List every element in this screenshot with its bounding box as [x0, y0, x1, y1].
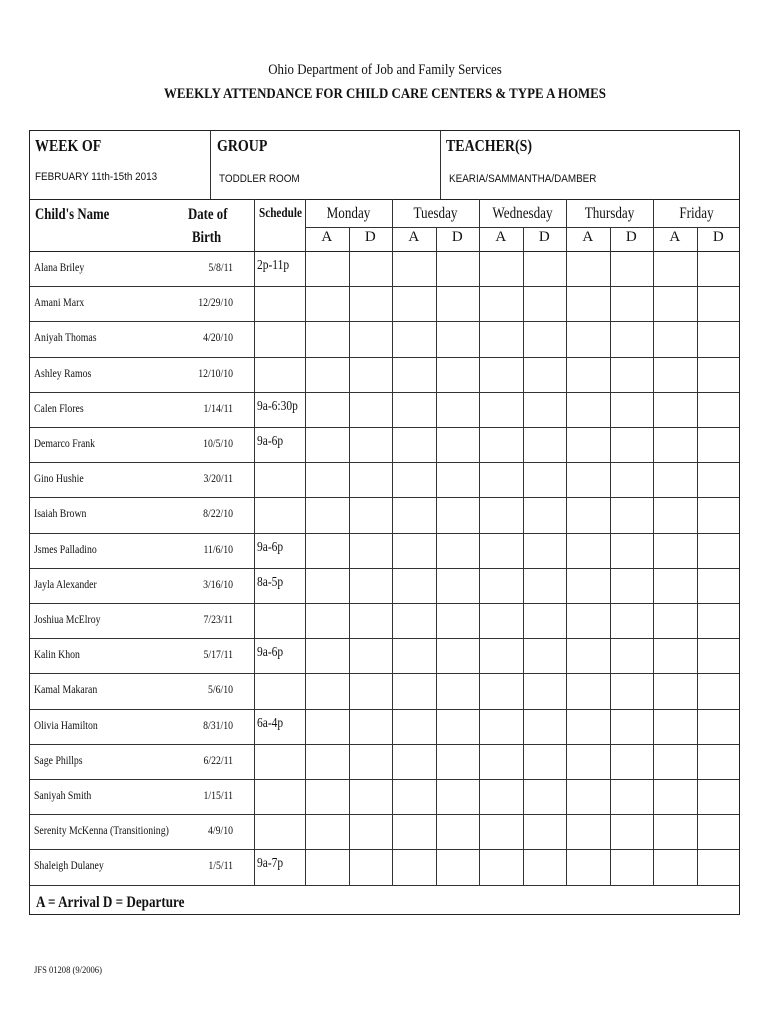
col-divider-ad-3 — [523, 227, 524, 885]
row-rule-7 — [30, 497, 739, 498]
row-rule-8 — [30, 533, 739, 534]
child-name: Sage Phillps — [34, 754, 83, 767]
departure-col-header-3: D — [538, 229, 550, 245]
child-schedule: 9a-6:30p — [257, 398, 298, 414]
row-rule-14 — [30, 744, 739, 745]
child-dob: 10/5/10 — [203, 438, 233, 450]
child-dob: 5/6/10 — [208, 684, 233, 697]
child-dob: 12/29/10 — [198, 297, 233, 310]
col-divider-schedule — [254, 199, 255, 885]
departure-col-header-4: D — [625, 229, 637, 245]
departure-col-header-2: D — [451, 229, 463, 245]
child-schedule: 6a-4p — [257, 715, 284, 731]
row-rule-10 — [30, 603, 739, 604]
child-name: Demarco Frank — [34, 438, 96, 450]
schedule-header: Schedule — [259, 206, 302, 221]
child-dob: 7/23/11 — [203, 614, 233, 626]
agency-name: Ohio Department of Job and Family Services — [268, 62, 502, 78]
child-dob: 1/14/11 — [203, 402, 233, 415]
child-dob: 4/20/10 — [203, 332, 233, 345]
day-header-3: Wednesday — [492, 205, 553, 222]
info-bottom-rule — [30, 199, 739, 200]
child-dob: 11/6/10 — [203, 543, 233, 556]
row-rule-5 — [30, 427, 739, 428]
child-dob: 8/31/10 — [203, 719, 233, 732]
arrival-col-header-1: A — [321, 229, 333, 245]
child-name: Joshiua McElroy — [34, 614, 101, 626]
child-dob: 12/10/10 — [198, 367, 233, 380]
row-rule-9 — [30, 568, 739, 569]
child-dob: 4/9/10 — [208, 825, 233, 838]
child-dob: 6/22/11 — [203, 754, 233, 767]
departure-col-header-5: D — [712, 229, 724, 245]
day-header-4: Thursday — [584, 205, 635, 222]
child-name: Olivia Hamilton — [34, 719, 98, 732]
row-rule-4 — [30, 392, 739, 393]
child-schedule: 9a-6p — [257, 539, 284, 555]
day-header-5: Friday — [679, 205, 714, 222]
row-rule-1 — [30, 286, 739, 287]
child-name: Aniyah Thomas — [34, 332, 97, 345]
child-name: Kamal Makaran — [34, 684, 98, 697]
childs-name-header: Child's Name — [35, 206, 110, 223]
child-dob: 3/20/11 — [203, 473, 233, 486]
arrival-col-header-2: A — [408, 229, 420, 245]
col-divider-day-1 — [305, 199, 306, 885]
child-name: Alana Briley — [34, 262, 85, 274]
col-divider-ad-2 — [436, 227, 437, 885]
child-name: Serenity McKenna (Transitioning) — [34, 825, 169, 838]
child-dob: 3/16/10 — [203, 578, 233, 591]
col-divider-day-4 — [566, 199, 567, 885]
teachers-value: KEARIA/SAMMANTHA/DAMBER — [449, 173, 597, 185]
child-schedule: 9a-7p — [257, 856, 284, 872]
child-schedule: 8a-5p — [257, 574, 284, 590]
child-dob: 5/8/11 — [208, 262, 233, 274]
child-name: Jayla Alexander — [34, 578, 97, 591]
week-of-value: FEBRUARY 11th-15th 2013 — [35, 171, 158, 183]
header-bottom-rule — [30, 251, 739, 252]
form-code: JFS 01208 (9/2006) — [34, 966, 102, 976]
col-divider-day-2 — [392, 199, 393, 885]
child-name: Gino Hushie — [34, 473, 84, 486]
child-name: Jsmes Palladino — [34, 543, 97, 556]
row-rule-15 — [30, 779, 739, 780]
row-rule-18 — [30, 885, 739, 886]
col-divider-day-3 — [479, 199, 480, 885]
col-divider-day-5 — [653, 199, 654, 885]
row-rule-12 — [30, 673, 739, 674]
legend: A = Arrival D = Departure — [36, 894, 185, 911]
row-rule-13 — [30, 709, 739, 710]
row-rule-2 — [30, 321, 739, 322]
group-value: TODDLER ROOM — [219, 173, 300, 185]
row-rule-11 — [30, 638, 739, 639]
child-dob: 1/5/11 — [208, 860, 233, 873]
col-divider-ad-5 — [697, 227, 698, 885]
row-rule-6 — [30, 462, 739, 463]
day-header-1: Monday — [326, 205, 371, 222]
arrival-col-header-3: A — [495, 229, 507, 245]
attendance-sheet — [29, 130, 740, 915]
group-label: GROUP — [217, 136, 268, 155]
child-name: Amani Marx — [34, 297, 85, 310]
child-name: Saniyah Smith — [34, 790, 92, 802]
child-name: Shaleigh Dulaney — [34, 860, 104, 873]
departure-col-header-1: D — [364, 229, 376, 245]
info-divider-2 — [440, 131, 441, 199]
arrival-col-header-5: A — [669, 229, 681, 245]
col-divider-ad-1 — [349, 227, 350, 885]
child-schedule: 2p-11p — [257, 258, 290, 273]
child-name: Ashley Ramos — [34, 367, 92, 380]
child-schedule: 9a-6p — [257, 645, 284, 661]
child-dob: 1/15/11 — [203, 790, 233, 802]
child-name: Isaiah Brown — [34, 508, 87, 521]
child-name: Kalin Khon — [34, 649, 80, 662]
teachers-label: TEACHER(S) — [446, 136, 532, 155]
day-subheader-rule — [305, 227, 739, 228]
child-dob: 8/22/10 — [203, 508, 233, 521]
child-schedule: 9a-6p — [257, 434, 284, 449]
arrival-col-header-4: A — [582, 229, 594, 245]
row-rule-16 — [30, 814, 739, 815]
dob-header-line2: Birth — [192, 229, 222, 246]
col-divider-ad-4 — [610, 227, 611, 885]
row-rule-3 — [30, 357, 739, 358]
form-title: WEEKLY ATTENDANCE FOR CHILD CARE CENTERS & TYPE A HOMES — [164, 86, 606, 102]
day-header-2: Tuesday — [413, 205, 458, 222]
child-name: Calen Flores — [34, 402, 84, 415]
row-rule-17 — [30, 849, 739, 850]
week-of-label: WEEK OF — [35, 136, 102, 155]
info-divider-1 — [210, 131, 211, 199]
child-dob: 5/17/11 — [203, 649, 233, 662]
dob-header-line1: Date of — [188, 206, 228, 223]
